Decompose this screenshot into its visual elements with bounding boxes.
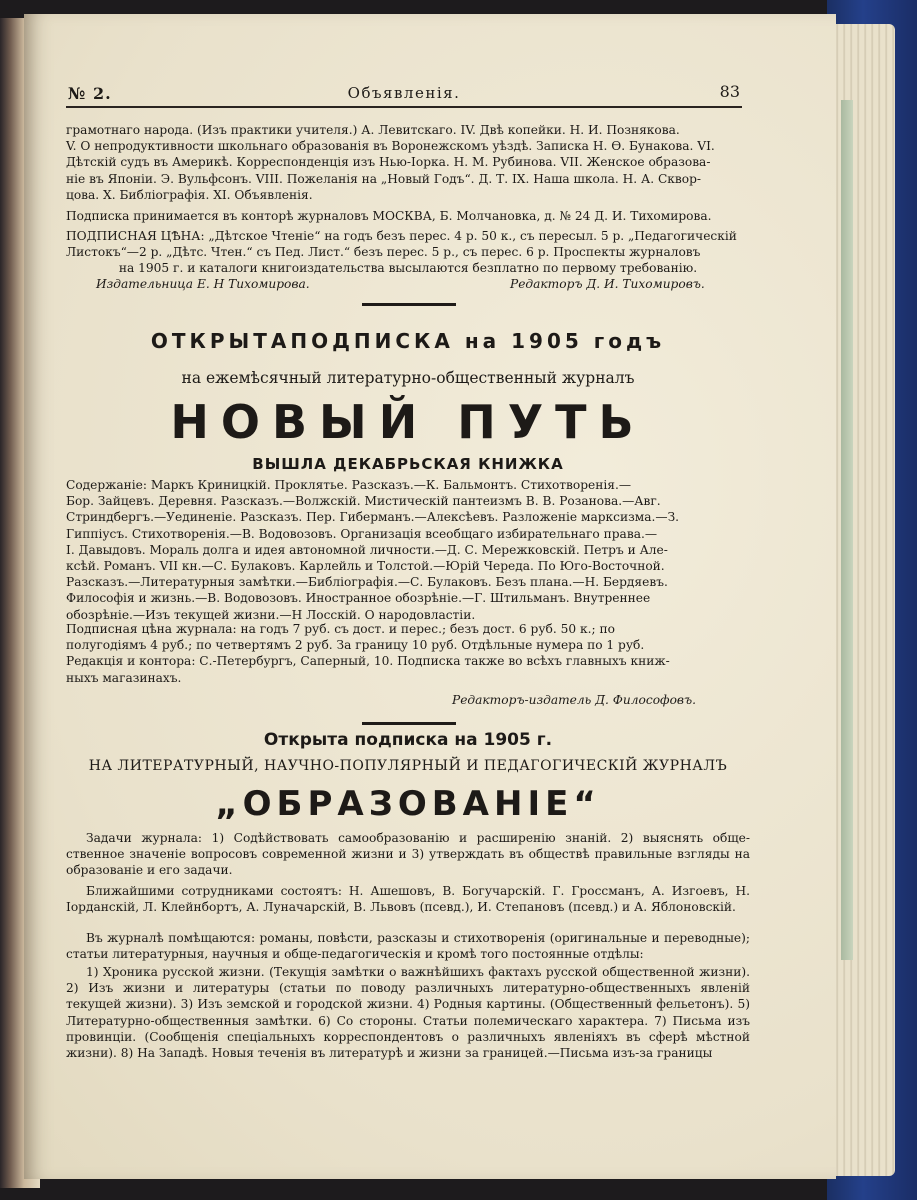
journal-type: на ежемѣсячный литературно-общественный журналъ [181, 369, 635, 387]
toc-continuation [66, 122, 750, 203]
journal-sections: 1) Хроника русской жизни. (Текущія замѣтки о важнѣйшихъ фактахъ русской общественной жизни). 2) Изъ жизни и литературы (статьи по поводу различныхъ литературно-общественныхъ явленій текущей жизни). 3) Изъ земской и городской жизни. 4) Родныя картины. (Общественный фельетонъ). 5) Литературно-общественныя замѣтки. 6) Со стороны. Статьи полемическаго характера. 7) Письма изъ провинціи. (Сообщенія спеціальныхъ корреспондентовъ о различныхъ явленіяхъ въ сферѣ мѣстной жизни). 8) На Западѣ. Новыя теченія въ литературѣ и жизни за границей.—Письма изъ-за границы [66, 965, 750, 1061]
text-line: Н. Іорданскій, Л. Клейнбортъ, А. Луначарскій, В. Львовъ (псевд.), И. Степановъ (псевд.) и А. Яблоновскій. [66, 884, 751, 915]
text-line: Задачи журнала: 1) Содѣйствовать самообразованію и расширенію знаній. 2) выяснять обще- [86, 831, 750, 845]
text-line: Редакція и контора: С.-Петербургъ, Саперный, 10. Подписка также во всѣхъ главныхъ книж- [66, 654, 670, 669]
price-block [66, 228, 750, 277]
editor: Редакторъ-издатель Д. Философовъ. [452, 693, 696, 707]
page-header [66, 78, 742, 108]
text-line: ПОДПИСНАЯ ЦѢНА: „Дѣтское Чтеніе“ на годъ безъ перес. 4 р. 50 к., съ пересыл. 5 р. „Педагогическій [66, 229, 737, 243]
text-line: Гиппіусъ. Стихотворенія.—В. Водовозовъ. Организація всеобщаго избирательнаго права.— [66, 526, 658, 541]
text-line: І. Давыдовъ. Мораль долга и идея автономной личности.—Д. С. Мережковскій. Петръ и Але- [66, 542, 668, 557]
open-subscription-heading: ОТКРЫТАПОДПИСКА на 1905 годъ [150, 329, 666, 353]
open-subscription-heading: Открыта подписка на 1905 г. [263, 730, 553, 750]
section-title: Объявленія. [347, 84, 461, 102]
subscription-place: Подписка принимается въ конторѣ журналовъ МОСКВА, Б. Молчановка, д. № 24 Д. И. Тихомирова. [66, 209, 712, 223]
issue-number: № 2. [68, 84, 112, 103]
page-number: 83 [719, 82, 740, 101]
text-line: Дѣтскій судъ въ Америкѣ. Корреспонденція изъ Нью-Іорка. Н. М. Рубинова. VII. Женское образова- [66, 155, 711, 170]
journal-title-obrazovanie: „ОБРАЗОВАНІЕ“ [215, 784, 601, 824]
separator [362, 722, 456, 725]
text-line: Философія и жизнь.—В. Водовозовъ. Иностранное обозрѣніе.—Г. Штильманъ. Внутреннее [66, 591, 651, 606]
text-line: цова. X. Библіографія. XI. Объявленія. [66, 187, 313, 202]
price-block-novyi-put [66, 621, 750, 686]
text-line: ніе въ Японіи. Э. Вульфсонъ. VIII. Пожеланія на „Новый Годъ“. Д. Т. IX. Наша школа. Н. А. Сквор- [66, 171, 702, 186]
text-line: ственное значеніе вопросовъ современной жизни и 3) утверждать въ обществѣ правильные взгляды [66, 847, 730, 862]
green-page-edge [841, 100, 853, 960]
text-line: V. О непродуктивности школьнаго образованія въ Воронежскомъ уѣздѣ. Записка Н. Ѳ. Бунакова. VI. [66, 139, 715, 154]
text-line: на 1905 г. и каталоги книгоиздательства высылаются безплатно по первому требованію. [118, 261, 698, 276]
text-line: на образованіе и его задачи. [66, 847, 750, 878]
journal-staff [66, 883, 750, 915]
text-line: ксѣй. Романъ. VII кн.—С. Булаковъ. Карлейль и Толстой.—Юрій Череда. По Юго-Восточной. [66, 559, 665, 574]
text-line: ныхъ магазинахъ. [66, 670, 182, 685]
journal-type: НА ЛИТЕРАТУРНЫЙ, НАУЧНО-ПОПУЛЯРНЫЙ И ПЕДАГОГИЧЕСКІЙ ЖУРНАЛЪ [88, 758, 728, 774]
editor: Редакторъ Д. И. Тихомировъ. [510, 277, 705, 291]
text-line: Листокъ“—2 р. „Дѣтс. Чтен.“ съ Пед. Лист.“ безъ перес. 5 р., съ перес. 6 р. Проспекты журналовъ [66, 245, 701, 260]
text-line: Стриндбергъ.—Уединеніе. Разсказъ. Пер. Гиберманъ.—Алексѣевъ. Разложеніе марксизма.—З. [66, 510, 680, 525]
text-line: грамотнаго народа. (Изъ практики учителя.) А. Левитскаго. IV. Двѣ копейки. Н. И. Познякова. [66, 123, 680, 137]
text-line: Подписная цѣна журнала: на годъ 7 руб. съ дост. и перес.; безъ дост. 6 руб. 50 к.; по [66, 622, 615, 636]
contents-block [66, 477, 750, 623]
text-line: Разсказъ.—Литературныя замѣтки.—Библіографія.—С. Булаковъ. Безъ плана.—Н. Бердяевъ. [66, 575, 668, 590]
publisher: Издательница Е. Н Тихомирова. [96, 277, 310, 291]
text-line: Содержаніе: Маркъ Криницкій. Проклятье. Разсказъ.—К. Бальмонтъ. Стихотворенія.— [66, 478, 632, 492]
journal-tasks [66, 830, 750, 879]
text-line: Ближайшими сотрудниками состоятъ: Н. Ашешовъ, В. Богучарскій. Г. Гроссманъ, А. Изгоевъ, [86, 884, 729, 898]
text-line: обозрѣніе.—Изъ текущей жизни.—Н Лосскій. О народовластіи. [66, 607, 476, 622]
text-line: полугодіямъ 4 руб.; по четвертямъ 2 руб. За границу 10 руб. Отдѣльные нумера по 1 руб. [66, 638, 645, 653]
journal-contents: Въ журналѣ помѣщаются: романы, повѣсти, разсказы и стихотворенія (оригинальные и переводные); статьи литературныя, научныя и обще-педагогическія и кромѣ того постоянные отдѣлы: [66, 931, 750, 962]
journal-title-novyi-put: НОВЫЙ ПУТЬ [170, 395, 646, 449]
issue-announcement: ВЫШЛА ДЕКАБРЬСКАЯ КНИЖКА [252, 455, 564, 473]
separator [362, 303, 456, 306]
text-line: Бор. Зайцевъ. Деревня. Разсказъ.—Волжскій. Мистическій пантеизмъ В. В. Розанова.—Авг. [66, 494, 661, 509]
